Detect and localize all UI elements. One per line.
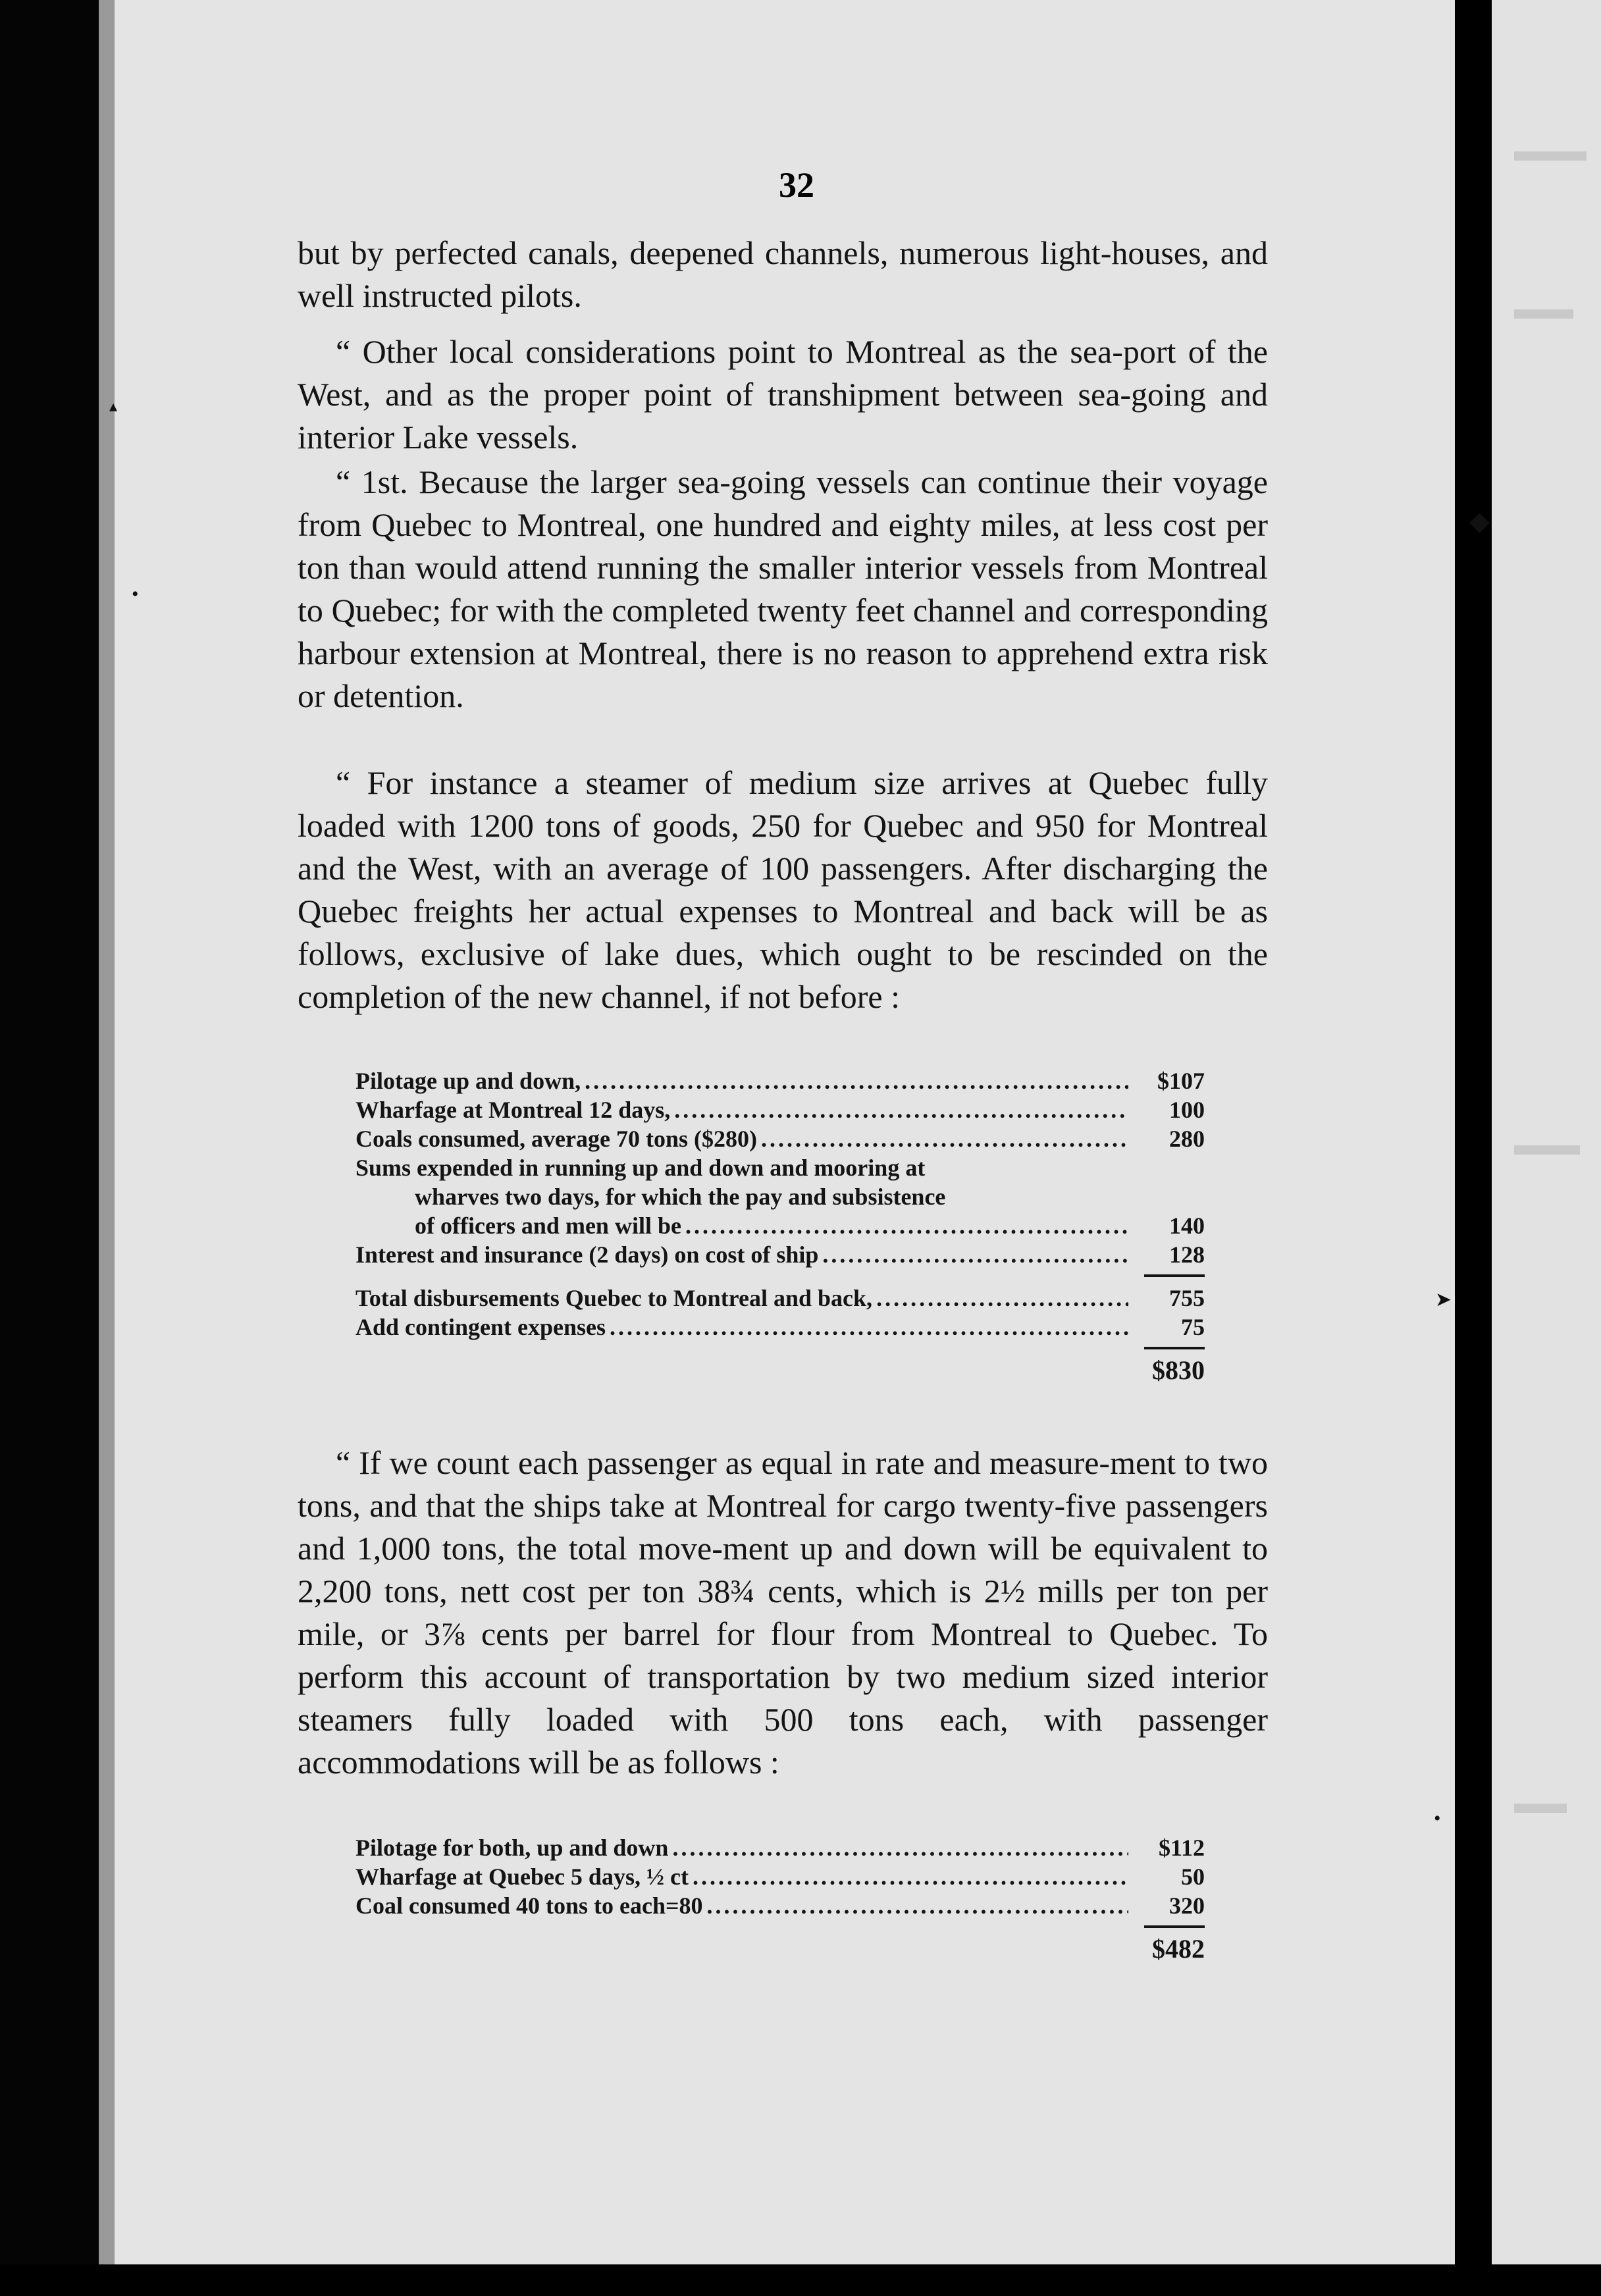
ledger-label: Wharfage at Montreal 12 days, [355,1097,671,1123]
leader-dots [672,1833,1128,1862]
scan-border-left [0,0,99,2296]
ledger-row [355,1284,1205,1313]
leader-dots [876,1284,1128,1313]
adjacent-page-text-fragment [1514,309,1573,319]
ledger-row [355,1240,1205,1269]
ledger-row [355,1833,1205,1862]
expense-table-interior-steamers [355,1833,1205,1964]
ledger-label: Interest and insurance (2 days) on cost of ship [355,1241,819,1268]
adjacent-page-text-fragment [1514,151,1587,161]
ledger-amount: $112 [1158,1835,1205,1861]
adjacent-page [1492,0,1601,2264]
ledger-total-row [355,1935,1205,1964]
ledger-label: Coal consumed 40 tons to each=80 [355,1892,703,1919]
ledger-label-line: Sums expended in running up and down and mooring at [355,1155,926,1181]
paragraph-continued: but by perfected canals, deepened channels, numerous light-houses, and well instructed pilots. [298,234,1268,314]
leader-dots [685,1211,1128,1240]
sum-rule [1144,1925,1205,1928]
scan-border-bottom [0,2264,1601,2296]
ledger-row [355,1862,1205,1891]
leader-dots [761,1124,1128,1153]
leader-dots [674,1095,1128,1124]
sum-rule [1144,1347,1205,1349]
margin-speck: • [132,583,139,605]
paragraph-first-reason: “ 1st. Because the larger sea-going vessels can continue their voyage from Quebec to Montreal, one hundred and eighty miles, at less cost per ton than would attend running the smaller interior vessels from Montreal to Quebec; for with the completed twenty feet channel and corresponding harbour extension at Montreal, there is no reason to apprehend extra risk or detention. [298,463,1268,714]
paragraph-steamer-example: “ For instance a steamer of medium size arrives at Quebec fully loaded with 1200 tons of goods, 250 for Quebec and 950 for Montreal and the West, with an average of 100 passengers. After discharging the Quebec freights her actual expenses to Montreal and back will be as follows, exclusive of lake dues, which ought to be rescinded on the completion of the new channel, if not before : [298,764,1268,1015]
ledger-amount: 50 [1181,1864,1205,1890]
ledger-grand-total: $482 [1152,1934,1205,1964]
page-edge-shadow [99,0,118,2264]
ledger-label: Wharfage at Quebec 5 days, ½ ct [355,1864,689,1890]
margin-mark: ➤ [1435,1289,1452,1311]
ledger-row [355,1313,1205,1342]
leader-dots [822,1240,1128,1269]
ledger-row [355,1095,1205,1124]
ledger-label-line: wharves two days, for which the pay and subsistence [415,1184,946,1210]
page-number: 32 [779,165,814,205]
leader-dots [610,1313,1128,1342]
ledger-label: Add contingent expenses [355,1314,606,1340]
ledger-amount: 100 [1169,1097,1205,1123]
ledger-label: Pilotage up and down, [355,1068,581,1094]
ledger-amount: 75 [1181,1314,1205,1340]
ledger-amount: $107 [1157,1068,1205,1094]
ledger-amount: 755 [1169,1285,1205,1311]
ledger-row [355,1066,1205,1095]
ledger-amount: 280 [1169,1126,1205,1152]
ledger-row-multiline [355,1153,1205,1211]
leader-dots [707,1891,1128,1920]
margin-speck: ▴ [109,398,118,415]
ledger-amount: 320 [1169,1892,1205,1919]
adjacent-page-text-fragment [1514,1804,1567,1813]
adjacent-page-text-fragment [1514,1145,1580,1155]
paragraph-local-considerations: “ Other local considerations point to Montreal as the sea-port of the West, and as the proper point of transhipment between sea-going and interior Lake vessels. [298,333,1268,456]
ledger-amount: 140 [1169,1213,1205,1239]
expense-table-steamer [355,1066,1205,1385]
ledger-grand-total: $830 [1152,1355,1205,1385]
ledger-row [355,1211,1205,1240]
ledger-total-row [355,1356,1205,1385]
ledger-label: Total disbursements Quebec to Montreal and back, [355,1285,873,1311]
sum-rule [1144,1274,1205,1277]
ledger-label: of officers and men will be [415,1213,681,1239]
margin-mark: • [1434,1808,1441,1829]
ledger-amount: 128 [1169,1241,1205,1268]
ledger-label: Pilotage for both, up and down [355,1835,669,1861]
gutter-mark: ◆ [1469,506,1490,536]
leader-dots [585,1066,1128,1095]
ledger-row [355,1891,1205,1920]
ledger-label: Coals consumed, average 70 tons ($280) [355,1126,757,1152]
ledger-row [355,1124,1205,1153]
leader-dots [693,1862,1128,1891]
paragraph-passenger-calculation: “ If we count each passenger as equal in rate and measure-ment to two tons, and that the ships take at Montreal for cargo twenty-five passengers and 1,000 tons, the total move-ment up and down will be equivalent to 2,200 tons, nett cost per ton 38¾ cents, which is 2½ mills per ton per mile, or 3⅞ cents per barrel for flour from Montreal to Quebec. To perform this account of transportation by two medium sized interior steamers fully loaded with 500 tons each, with passenger accommodations will be as follows : [298,1444,1268,1781]
book-gutter [1455,0,1492,2264]
